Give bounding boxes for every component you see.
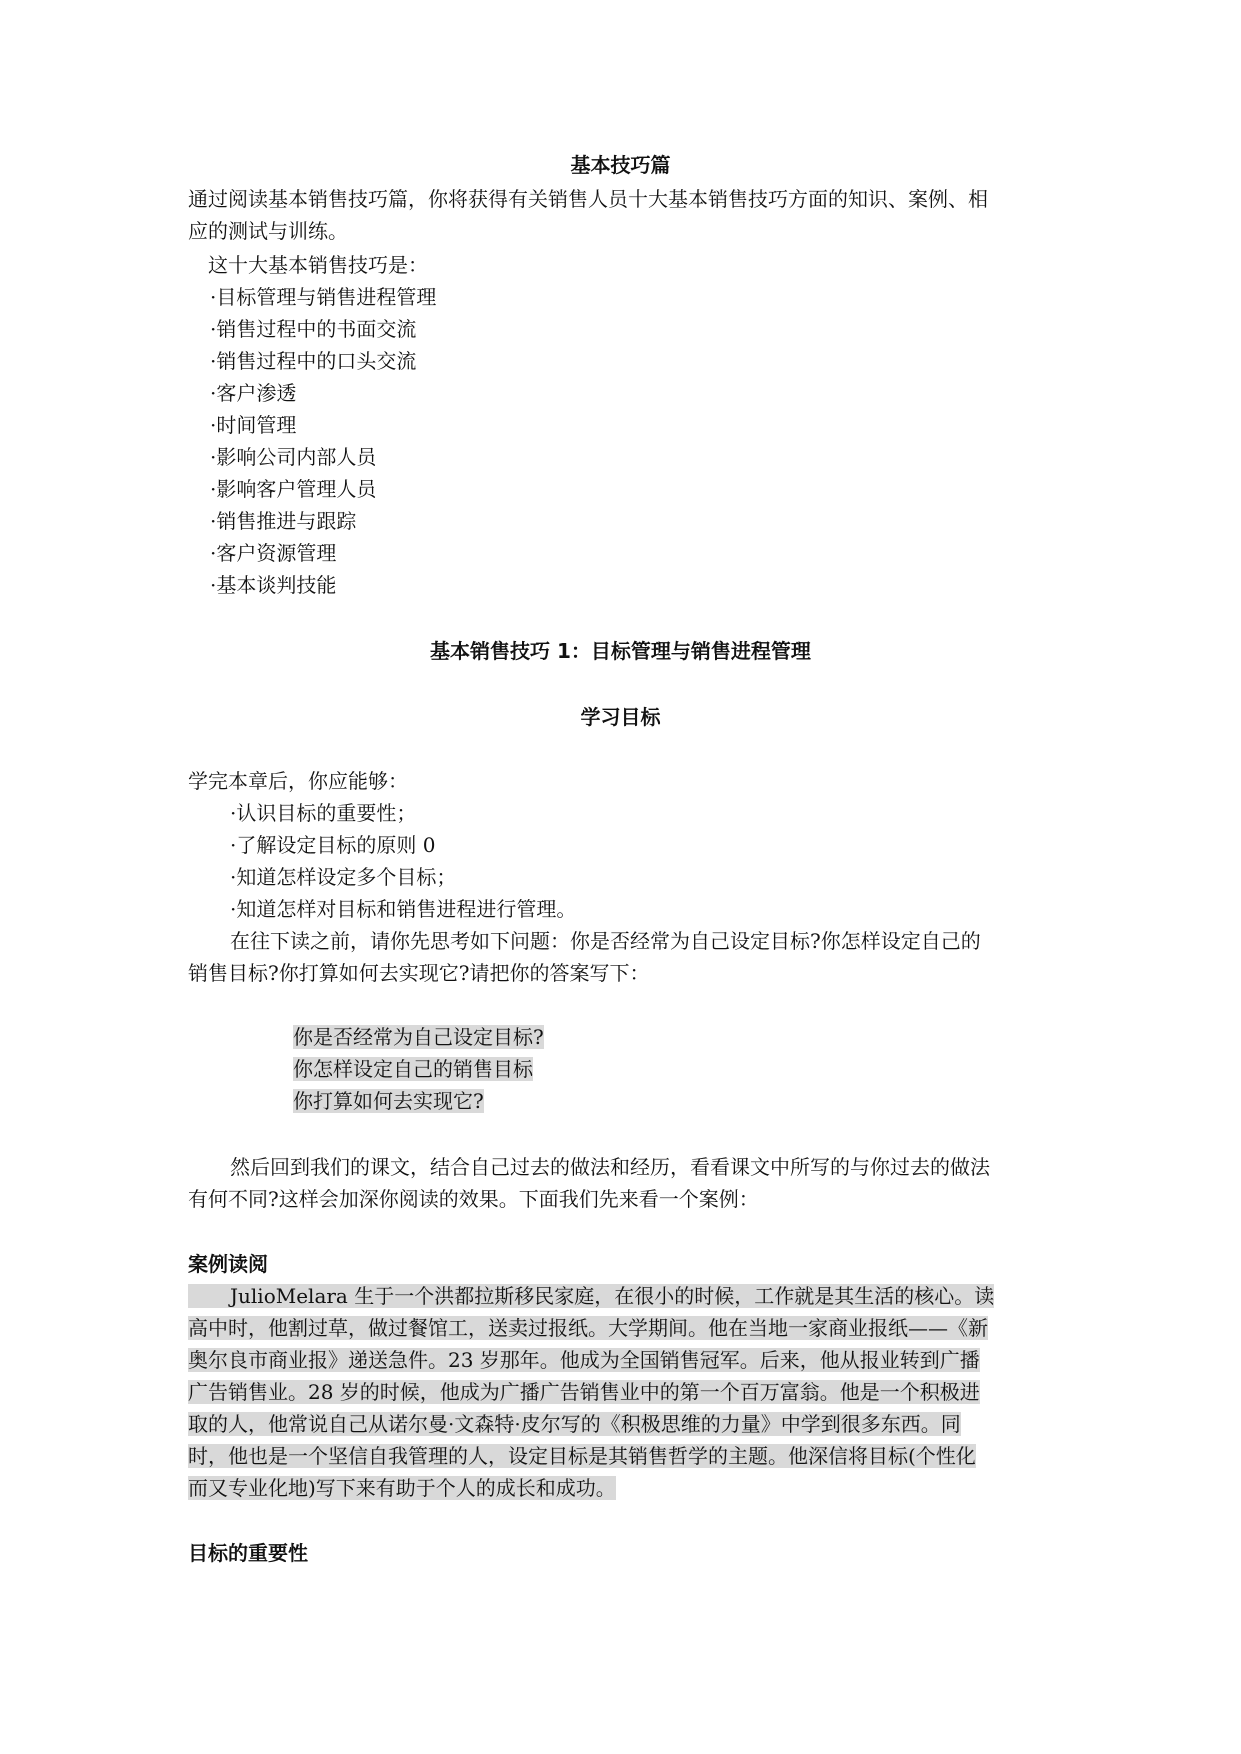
question-line (293, 1086, 484, 1116)
goal-list-item: ·认识目标的重要性； (230, 801, 417, 825)
prompt-paragraph-line: 在往下读之前，请你先思考如下问题：你是否经常为自己设定目标?你怎样设定自己的 (230, 929, 981, 953)
return-paragraph-line: 有何不同?这样会加深你阅读的效果。下面我们先来看一个案例： (188, 1187, 759, 1211)
case-highlight (188, 1284, 994, 1308)
case-line (188, 1409, 961, 1439)
skill-list-item: ·影响客户管理人员 (210, 477, 377, 501)
case-highlight: 广告销售业。28 岁的时候，他成为广播广告销售业中的第一个百万富翁。他是一个积极进 (188, 1380, 980, 1404)
goals-lead: 学完本章后，你应能够： (188, 769, 408, 793)
case-line (188, 1313, 988, 1343)
skill-list-item: ·影响公司内部人员 (210, 445, 377, 469)
question-line (293, 1022, 544, 1052)
case-line (188, 1281, 994, 1311)
goal-list-item: ·知道怎样对目标和销售进程进行管理。 (230, 897, 577, 921)
skills-lead: 这十大基本销售技巧是： (208, 253, 428, 277)
skill-list-item: ·客户渗透 (210, 381, 297, 405)
section-title: 基本技巧篇 (570, 153, 671, 177)
case-text: JulioMelara 生于一个洪都拉斯移民家庭，在很小的时候，工作就是其生活的核心。读 (230, 1284, 995, 1308)
learning-goals-title: 学习目标 (580, 705, 661, 729)
question-line (293, 1054, 533, 1084)
case-line (188, 1377, 980, 1407)
skill-list-item: ·目标管理与销售进程管理 (210, 285, 437, 309)
case-highlight: 时，他也是一个坚信自我管理的人，设定目标是其销售哲学的主题。他深信将目标(个性化 (188, 1444, 976, 1468)
case-highlight: 高中时，他割过草，做过餐馆工，送卖过报纸。大学期间。他在当地一家商业报纸——《新 (188, 1316, 988, 1340)
case-title: 案例读阅 (188, 1252, 268, 1276)
intro-paragraph-line: 通过阅读基本销售技巧篇，你将获得有关销售人员十大基本销售技巧方面的知识、案例、相 (188, 187, 988, 211)
skill-list-item: ·销售过程中的口头交流 (210, 349, 417, 373)
skill-list-item: ·基本谈判技能 (210, 573, 337, 597)
question-highlight: 你怎样设定自己的销售目标 (293, 1057, 533, 1081)
case-line (188, 1473, 616, 1503)
intro-paragraph-line: 应的测试与训练。 (188, 219, 348, 243)
skill-list-item: ·销售过程中的书面交流 (210, 317, 417, 341)
case-highlight: 而又专业化地)写下来有助于个人的成长和成功。 (188, 1476, 616, 1500)
question-highlight: 你是否经常为自己设定目标? (293, 1025, 544, 1049)
goal-list-item: ·知道怎样设定多个目标； (230, 865, 457, 889)
case-line (188, 1441, 976, 1471)
case-highlight: 奥尔良市商业报》递送急件。23 岁那年。他成为全国销售冠军。后来，他从报业转到广播 (188, 1348, 980, 1372)
case-line (188, 1345, 980, 1375)
importance-title: 目标的重要性 (188, 1541, 308, 1565)
return-paragraph-line: 然后回到我们的课文，结合自己过去的做法和经历，看看课文中所写的与你过去的做法 (230, 1155, 990, 1179)
question-highlight: 你打算如何去实现它? (293, 1089, 484, 1113)
skill-list-item: ·销售推进与跟踪 (210, 509, 357, 533)
prompt-paragraph-line: 销售目标?你打算如何去实现它?请把你的答案写下： (188, 961, 650, 985)
case-highlight: 取的人，他常说自己从诺尔曼·文森特·皮尔写的《积极思维的力量》中学到很多东西。同 (188, 1412, 961, 1436)
skill-list-item: ·客户资源管理 (210, 541, 337, 565)
skill-list-item: ·时间管理 (210, 413, 297, 437)
goal-list-item: ·了解设定目标的原则 0 (230, 833, 436, 857)
chapter-title: 基本销售技巧 1：目标管理与销售进程管理 (430, 639, 811, 663)
